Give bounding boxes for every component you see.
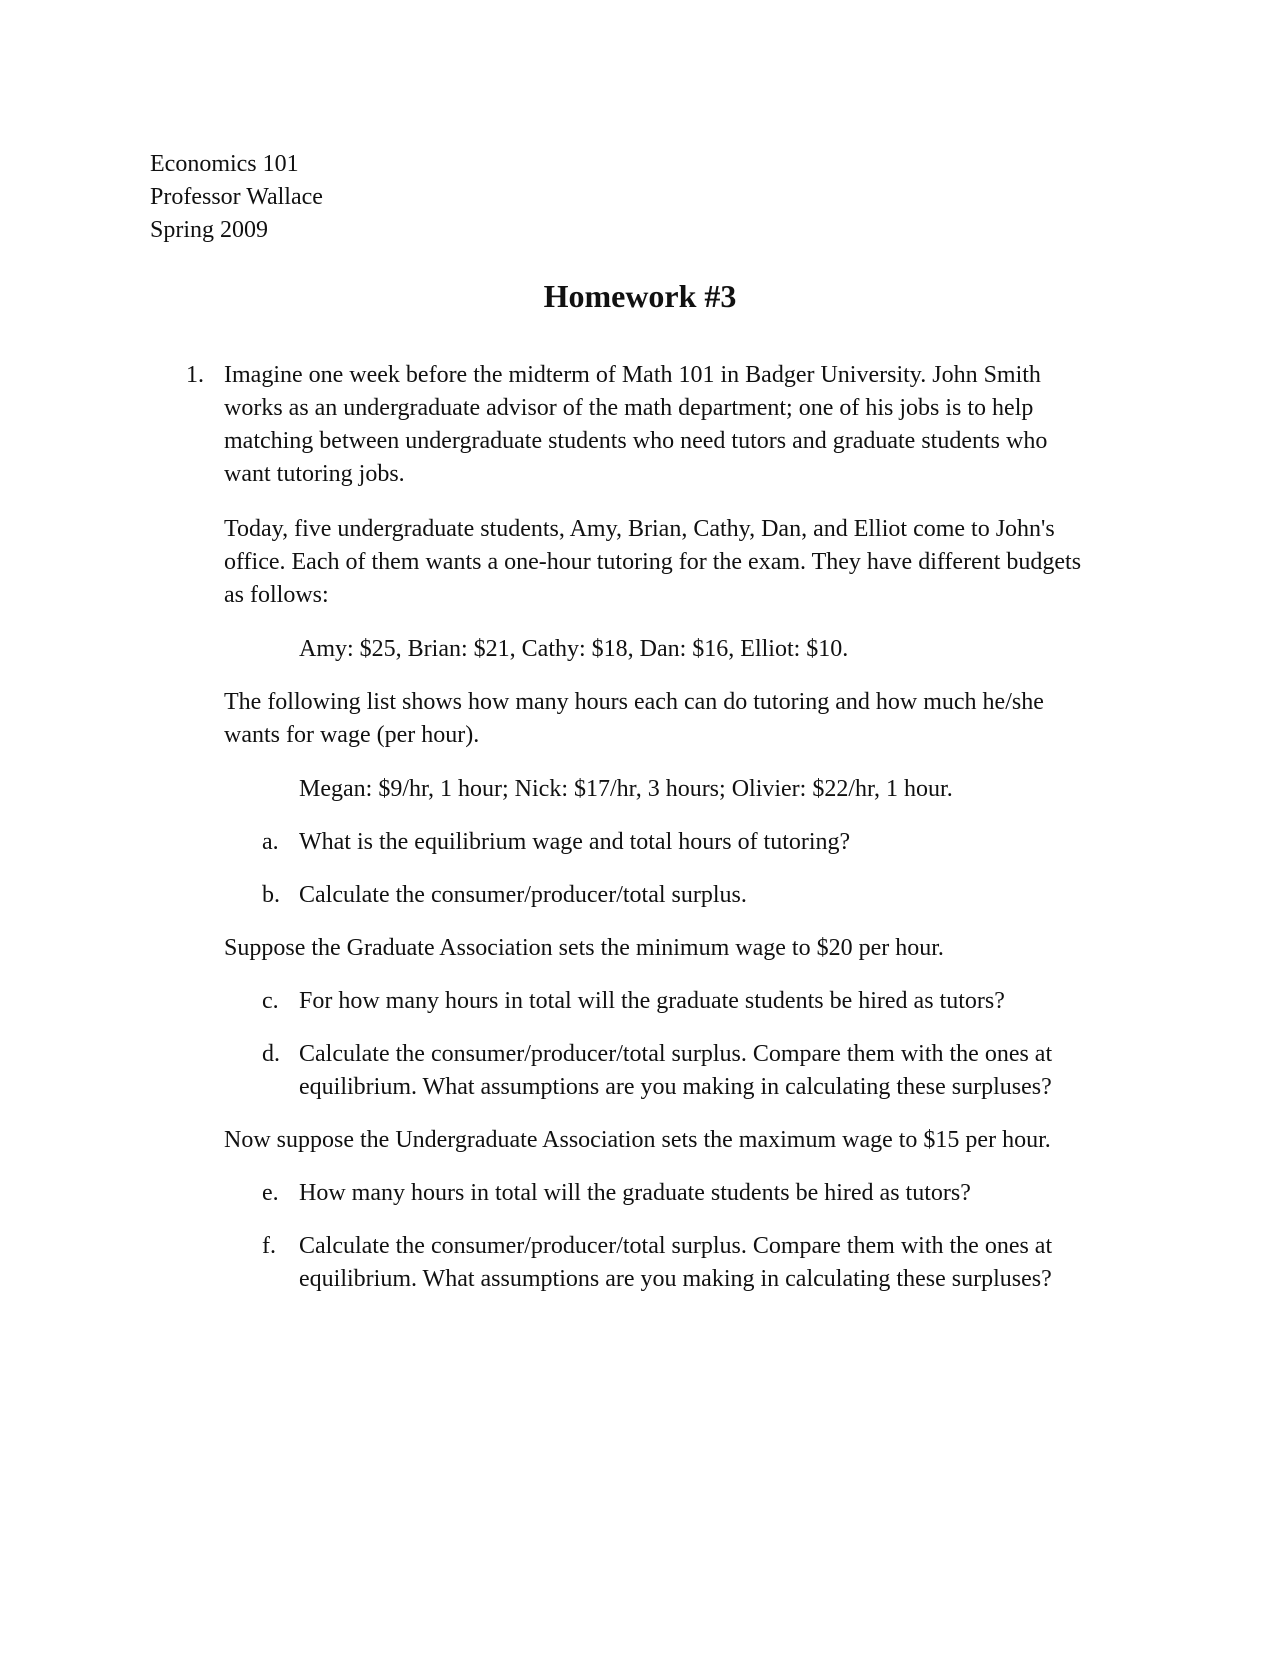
- part-e-text: [299, 1177, 1119, 1210]
- text-line: want tutoring jobs.: [224, 461, 405, 487]
- text-line: works as an undergraduate advisor of the math department; one of his jobs is to help: [224, 395, 1034, 421]
- text-line: matching between undergraduate students who need tutors and graduate students who: [224, 428, 1048, 454]
- supply-list-paragraph: [224, 686, 1124, 752]
- text-line: Calculate the consumer/producer/total surplus. Compare them with the ones at: [299, 1233, 1053, 1259]
- page-title: Homework #3: [543, 278, 737, 314]
- part-f-letter: f.: [262, 1233, 276, 1259]
- document-header: [150, 148, 323, 247]
- text-line: Now suppose the Undergraduate Association sets the maximum wage to $15 per hour.: [224, 1127, 1051, 1153]
- text-line: What is the equilibrium wage and total hours of tutoring?: [299, 829, 851, 855]
- text-line: Imagine one week before the midterm of Math 101 in Badger University. John Smith: [224, 362, 1041, 388]
- part-a-text: [299, 826, 1119, 859]
- text-line: office. Each of them wants a one-hour tutoring for the exam. They have different budgets: [224, 549, 1082, 575]
- part-b-letter: b.: [262, 882, 280, 908]
- text-line: equilibrium. What assumptions are you making in calculating these surpluses?: [299, 1074, 1052, 1100]
- min-wage-paragraph: [224, 932, 1124, 965]
- part-e-letter: e.: [262, 1180, 279, 1206]
- part-f-text: [299, 1230, 1119, 1296]
- term: Spring 2009: [150, 217, 269, 243]
- part-b-text: [299, 879, 1119, 912]
- today-paragraph: [224, 513, 1124, 612]
- part-c-letter: c.: [262, 988, 279, 1014]
- part-a-letter: a.: [262, 829, 279, 855]
- question-intro: [224, 359, 1124, 491]
- text-line: How many hours in total will the graduate students be hired as tutors?: [299, 1180, 971, 1206]
- part-d-letter: d.: [262, 1041, 280, 1067]
- course-name: Economics 101: [150, 151, 299, 177]
- text-line: Calculate the consumer/producer/total surplus.: [299, 882, 747, 908]
- text-line: The following list shows how many hours each can do tutoring and how much he/she: [224, 689, 1044, 715]
- text-line: as follows:: [224, 582, 329, 608]
- text-line: Today, five undergraduate students, Amy, Brian, Cathy, Dan, and Elliot come to John's: [224, 516, 1055, 542]
- part-d-text: [299, 1038, 1119, 1104]
- text-line: For how many hours in total will the graduate students be hired as tutors?: [299, 988, 1005, 1014]
- budgets-line: Amy: $25, Brian: $21, Cathy: $18, Dan: $16, Elliot: $10.: [299, 636, 849, 662]
- text-line: wants for wage (per hour).: [224, 722, 480, 748]
- professor-name: Professor Wallace: [150, 184, 323, 210]
- text-line: Suppose the Graduate Association sets the minimum wage to $20 per hour.: [224, 935, 944, 961]
- question-number: 1.: [186, 362, 204, 388]
- text-line: Calculate the consumer/producer/total surplus. Compare them with the ones at: [299, 1041, 1053, 1067]
- supply-line: Megan: $9/hr, 1 hour; Nick: $17/hr, 3 hours; Olivier: $22/hr, 1 hour.: [299, 776, 953, 802]
- text-line: equilibrium. What assumptions are you making in calculating these surpluses?: [299, 1266, 1052, 1292]
- part-c-text: [299, 985, 1119, 1018]
- max-wage-paragraph: [224, 1124, 1124, 1157]
